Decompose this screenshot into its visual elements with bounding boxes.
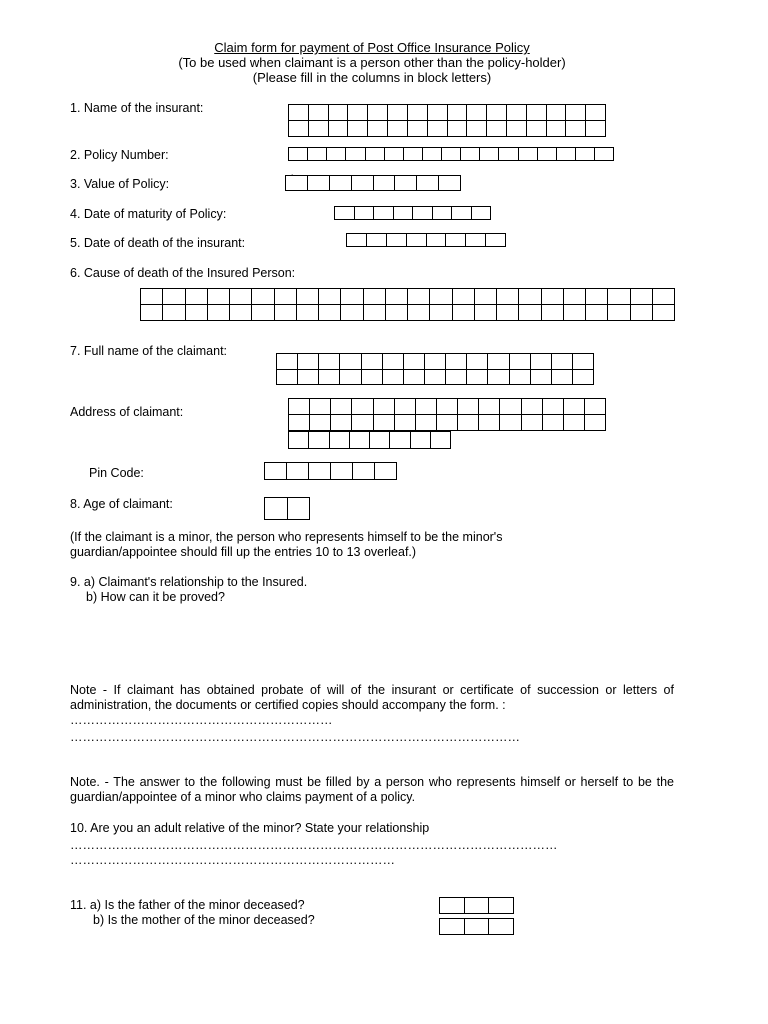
letter-box[interactable] — [140, 288, 163, 305]
claimant-name-label: 7. Full name of the claimant: — [70, 344, 228, 358]
policy-number-label: 2. Policy Number: — [70, 148, 169, 162]
letter-box[interactable] — [308, 120, 329, 137]
letter-box[interactable] — [369, 431, 390, 449]
relationship-proof-question: b) How can it be proved? — [86, 590, 225, 604]
letter-box[interactable] — [530, 353, 552, 370]
letter-box[interactable] — [329, 175, 352, 191]
letter-box[interactable] — [330, 398, 352, 415]
letter-box[interactable] — [585, 104, 606, 121]
letter-box[interactable] — [530, 369, 552, 386]
letter-box[interactable] — [415, 398, 437, 415]
death-cause-boxes[interactable] — [140, 288, 675, 322]
letter-box[interactable] — [565, 104, 586, 121]
letter-box[interactable] — [288, 147, 308, 161]
letter-box[interactable] — [584, 398, 606, 415]
letter-box[interactable] — [464, 897, 490, 914]
letter-box[interactable] — [452, 304, 475, 321]
letter-box[interactable] — [185, 288, 208, 305]
insurant-name-label: 1. Name of the insurant: — [70, 101, 204, 115]
letter-box[interactable] — [339, 369, 361, 386]
letter-box[interactable] — [630, 288, 653, 305]
letter-box[interactable] — [488, 897, 514, 914]
father-deceased-boxes[interactable] — [439, 897, 514, 914]
policy-value-label: 3. Value of Policy: — [70, 177, 170, 191]
letter-box[interactable] — [393, 206, 414, 220]
claimant-address-boxes-line3[interactable] — [288, 431, 451, 449]
minor-note — [70, 530, 502, 560]
letter-box[interactable] — [474, 288, 497, 305]
box-row — [334, 206, 491, 220]
letter-box[interactable] — [296, 288, 319, 305]
letter-box[interactable] — [387, 104, 408, 121]
letter-box[interactable] — [466, 104, 487, 121]
letter-box[interactable] — [415, 414, 437, 431]
letter-box[interactable] — [445, 369, 467, 386]
letter-box[interactable] — [572, 369, 594, 386]
death-date-label: 5. Date of death of the insurant: — [70, 236, 246, 250]
letter-box[interactable] — [297, 369, 319, 386]
letter-box[interactable] — [361, 353, 383, 370]
letter-box[interactable] — [429, 288, 452, 305]
letter-box[interactable] — [556, 147, 576, 161]
form-instruction: (Please fill in the columns in block letters) — [252, 70, 492, 85]
letter-box[interactable] — [486, 120, 507, 137]
letter-box[interactable] — [318, 353, 340, 370]
letter-box[interactable] — [551, 369, 573, 386]
letter-box[interactable] — [526, 104, 547, 121]
box-row — [439, 897, 514, 914]
letter-box[interactable] — [410, 431, 431, 449]
letter-box[interactable] — [349, 431, 370, 449]
letter-box[interactable] — [439, 897, 465, 914]
letter-box[interactable] — [354, 206, 375, 220]
box-row — [288, 121, 606, 138]
adult-relative-dots-2[interactable]: …………………………………………………………………… — [70, 853, 395, 867]
letter-box[interactable] — [436, 398, 458, 415]
letter-box[interactable] — [585, 304, 608, 321]
letter-box[interactable] — [385, 304, 408, 321]
letter-box[interactable] — [496, 304, 519, 321]
mother-deceased-question: b) Is the mother of the minor deceased? — [93, 913, 315, 927]
letter-box[interactable] — [330, 414, 352, 431]
insurant-name-boxes[interactable] — [288, 104, 606, 138]
box-row — [288, 415, 606, 432]
letter-box[interactable] — [162, 304, 185, 321]
policy-number-boxes[interactable] — [288, 147, 614, 161]
letter-box[interactable] — [487, 369, 509, 386]
letter-box[interactable] — [276, 369, 298, 386]
letter-box[interactable] — [326, 147, 346, 161]
letter-box[interactable] — [432, 206, 453, 220]
letter-box[interactable] — [382, 353, 404, 370]
letter-box[interactable] — [389, 431, 410, 449]
mother-deceased-boxes[interactable] — [439, 918, 514, 935]
letter-box[interactable] — [346, 233, 367, 247]
box-row — [288, 104, 606, 121]
letter-box[interactable] — [351, 398, 373, 415]
letter-box[interactable] — [308, 104, 329, 121]
probate-note: Note - If claimant has obtained probate of will of the insurant or certificate of succession or letters of administration, the documents or certified copies should accompany the form. : — [70, 683, 674, 712]
letter-box[interactable] — [466, 120, 487, 137]
letter-box[interactable] — [521, 414, 543, 431]
letter-box[interactable] — [526, 120, 547, 137]
letter-box[interactable] — [509, 369, 531, 386]
letter-box[interactable] — [286, 462, 309, 480]
letter-box[interactable] — [585, 120, 606, 137]
letter-box[interactable] — [542, 414, 564, 431]
letter-box[interactable] — [496, 288, 519, 305]
letter-box[interactable] — [264, 497, 288, 520]
claimant-name-boxes[interactable] — [276, 353, 594, 386]
box-row — [288, 398, 606, 415]
claimant-age-boxes[interactable] — [264, 497, 310, 520]
claimant-address-boxes[interactable] — [288, 398, 606, 432]
letter-box[interactable] — [430, 431, 451, 449]
letter-box[interactable] — [486, 104, 507, 121]
letter-box[interactable] — [445, 233, 466, 247]
letter-box[interactable] — [572, 353, 594, 370]
letter-box[interactable] — [382, 369, 404, 386]
letter-box[interactable] — [229, 304, 252, 321]
letter-box[interactable] — [427, 104, 448, 121]
letter-box[interactable] — [340, 288, 363, 305]
letter-box[interactable] — [474, 304, 497, 321]
letter-box[interactable] — [498, 147, 518, 161]
letter-box[interactable] — [288, 431, 309, 449]
letter-box[interactable] — [373, 398, 395, 415]
letter-box[interactable] — [251, 304, 274, 321]
letter-box[interactable] — [351, 414, 373, 431]
maturity-date-label: 4. Date of maturity of Policy: — [70, 207, 227, 221]
maturity-date-boxes[interactable] — [334, 206, 491, 220]
box-row — [276, 370, 594, 387]
letter-box[interactable] — [541, 288, 564, 305]
letter-box[interactable] — [274, 304, 297, 321]
letter-box[interactable] — [542, 398, 564, 415]
letter-box[interactable] — [485, 233, 506, 247]
letter-box[interactable] — [185, 304, 208, 321]
letter-box[interactable] — [345, 147, 365, 161]
letter-box[interactable] — [287, 497, 311, 520]
box-row — [140, 305, 675, 322]
letter-box[interactable] — [427, 120, 448, 137]
father-deceased-question: 11. a) Is the father of the minor deceased? — [70, 898, 305, 912]
letter-box[interactable] — [309, 398, 331, 415]
letter-box[interactable] — [630, 304, 653, 321]
letter-box[interactable] — [340, 304, 363, 321]
adult-relative-question: 10. Are you an adult relative of the minor? State your relationship — [70, 821, 430, 835]
letter-box[interactable] — [347, 120, 368, 137]
letter-box[interactable] — [460, 147, 480, 161]
adult-relative-dots-1[interactable]: ……………………………………………………………………………………………………… — [70, 838, 558, 852]
letter-box[interactable] — [309, 414, 331, 431]
letter-box[interactable] — [407, 120, 428, 137]
letter-box[interactable] — [563, 414, 585, 431]
letter-box[interactable] — [318, 304, 341, 321]
letter-box[interactable] — [575, 147, 595, 161]
box-row — [288, 431, 451, 449]
letter-box[interactable] — [403, 353, 425, 370]
letter-box[interactable] — [487, 353, 509, 370]
letter-box[interactable] — [351, 175, 374, 191]
letter-box[interactable] — [607, 304, 630, 321]
claimant-address-label: Address of claimant: — [70, 405, 184, 419]
letter-box[interactable] — [457, 414, 479, 431]
box-row — [346, 233, 506, 247]
letter-box[interactable] — [499, 414, 521, 431]
letter-box[interactable] — [551, 353, 573, 370]
policy-value-boxes[interactable] — [285, 175, 461, 191]
letter-box[interactable] — [403, 369, 425, 386]
letter-box[interactable] — [407, 304, 430, 321]
letter-box[interactable] — [426, 233, 447, 247]
letter-box[interactable] — [361, 369, 383, 386]
letter-box[interactable] — [447, 104, 468, 121]
letter-box[interactable] — [276, 353, 298, 370]
letter-box[interactable] — [441, 147, 461, 161]
letter-box[interactable] — [563, 398, 585, 415]
letter-box[interactable] — [585, 288, 608, 305]
letter-box[interactable] — [407, 104, 428, 121]
form-header — [0, 40, 744, 85]
letter-box[interactable] — [251, 288, 274, 305]
letter-box[interactable] — [407, 288, 430, 305]
letter-box[interactable] — [373, 206, 394, 220]
letter-box[interactable] — [140, 304, 163, 321]
letter-box[interactable] — [367, 120, 388, 137]
probate-note-dots-2[interactable]: ……………………………………………………………………………………………… — [70, 730, 520, 744]
letter-box[interactable] — [546, 104, 567, 121]
letter-box[interactable] — [565, 120, 586, 137]
letter-box[interactable] — [366, 233, 387, 247]
letter-box[interactable] — [347, 104, 368, 121]
letter-box[interactable] — [288, 120, 309, 137]
letter-box[interactable] — [488, 918, 514, 935]
box-row — [288, 147, 614, 161]
letter-box[interactable] — [506, 104, 527, 121]
letter-box[interactable] — [499, 398, 521, 415]
letter-box[interactable] — [607, 288, 630, 305]
letter-box[interactable] — [445, 353, 467, 370]
box-row — [439, 918, 514, 935]
letter-box[interactable] — [518, 288, 541, 305]
letter-box[interactable] — [422, 147, 442, 161]
letter-box[interactable] — [386, 233, 407, 247]
letter-box[interactable] — [479, 147, 499, 161]
letter-box[interactable] — [296, 304, 319, 321]
letter-box[interactable] — [274, 288, 297, 305]
letter-box[interactable] — [207, 288, 230, 305]
letter-box[interactable] — [478, 398, 500, 415]
box-row — [264, 462, 397, 480]
letter-box[interactable] — [308, 431, 329, 449]
letter-box[interactable] — [339, 353, 361, 370]
pin-code-label: Pin Code: — [89, 466, 144, 480]
letter-box[interactable] — [207, 304, 230, 321]
letter-box[interactable] — [424, 353, 446, 370]
letter-box[interactable] — [436, 414, 458, 431]
letter-box[interactable] — [394, 398, 416, 415]
letter-box[interactable] — [394, 175, 417, 191]
letter-box[interactable] — [328, 120, 349, 137]
letter-box[interactable] — [464, 918, 490, 935]
letter-box[interactable] — [518, 304, 541, 321]
form-title: Claim form for payment of Post Office Insurance Policy — [214, 40, 530, 55]
letter-box[interactable] — [307, 147, 327, 161]
letter-box[interactable] — [563, 304, 586, 321]
guardian-note: Note. - The answer to the following must be filled by a person who represents himself or herself to be the guardian/appointee of a minor who claims payment of a policy. — [70, 775, 674, 804]
letter-box[interactable] — [394, 414, 416, 431]
letter-box[interactable] — [352, 462, 375, 480]
letter-box[interactable] — [438, 175, 461, 191]
letter-box[interactable] — [478, 414, 500, 431]
letter-box[interactable] — [546, 120, 567, 137]
letter-box[interactable] — [334, 206, 355, 220]
letter-box[interactable] — [416, 175, 439, 191]
letter-box[interactable] — [506, 120, 527, 137]
letter-box[interactable] — [594, 147, 614, 161]
letter-box[interactable] — [471, 206, 492, 220]
letter-box[interactable] — [451, 206, 472, 220]
letter-box[interactable] — [229, 288, 252, 305]
box-row — [285, 175, 461, 191]
letter-box[interactable] — [521, 398, 543, 415]
letter-box[interactable] — [308, 462, 331, 480]
box-row — [264, 497, 310, 520]
letter-box[interactable] — [429, 304, 452, 321]
letter-box[interactable] — [318, 288, 341, 305]
pin-code-boxes[interactable] — [264, 462, 397, 480]
minor-note-line1: (If the claimant is a minor, the person who represents himself to be the minor's — [70, 530, 503, 544]
letter-box[interactable] — [385, 288, 408, 305]
letter-box[interactable] — [518, 147, 538, 161]
death-cause-label: 6. Cause of death of the Insured Person: — [70, 266, 296, 280]
letter-box[interactable] — [288, 104, 309, 121]
letter-box[interactable] — [584, 414, 606, 431]
letter-box[interactable] — [330, 462, 353, 480]
letter-box[interactable] — [652, 288, 675, 305]
letter-box[interactable] — [403, 147, 423, 161]
letter-box[interactable] — [367, 104, 388, 121]
letter-box[interactable] — [318, 369, 340, 386]
letter-box[interactable] — [465, 233, 486, 247]
letter-box[interactable] — [288, 414, 310, 431]
letter-box[interactable] — [439, 918, 465, 935]
letter-box[interactable] — [541, 304, 564, 321]
letter-box[interactable] — [412, 206, 433, 220]
letter-box[interactable] — [365, 147, 385, 161]
letter-box[interactable] — [384, 147, 404, 161]
letter-box[interactable] — [363, 304, 386, 321]
letter-box[interactable] — [307, 175, 330, 191]
letter-box[interactable] — [452, 288, 475, 305]
letter-box[interactable] — [264, 462, 287, 480]
letter-box[interactable] — [329, 431, 350, 449]
letter-box[interactable] — [509, 353, 531, 370]
form-subtitle: (To be used when claimant is a person other than the policy-holder) — [178, 55, 566, 70]
letter-box[interactable] — [162, 288, 185, 305]
claimant-age-label: 8. Age of claimant: — [70, 497, 173, 511]
probate-note-dots-1[interactable]: ……………………………………………………… — [70, 713, 333, 727]
letter-box[interactable] — [406, 233, 427, 247]
letter-box[interactable] — [373, 175, 396, 191]
letter-box[interactable] — [466, 369, 488, 386]
box-row — [140, 288, 675, 305]
death-date-boxes[interactable] — [346, 233, 506, 247]
letter-box[interactable] — [424, 369, 446, 386]
box-row — [276, 353, 594, 370]
policy-value-mark: ` — [291, 174, 295, 185]
letter-box[interactable] — [285, 175, 308, 191]
letter-box[interactable] — [297, 353, 319, 370]
minor-note-line2: guardian/appointee should fill up the entries 10 to 13 overleaf.) — [70, 545, 417, 559]
letter-box[interactable] — [373, 414, 395, 431]
letter-box[interactable] — [457, 398, 479, 415]
letter-box[interactable] — [537, 147, 557, 161]
letter-box[interactable] — [363, 288, 386, 305]
letter-box[interactable] — [466, 353, 488, 370]
letter-box[interactable] — [652, 304, 675, 321]
letter-box[interactable] — [328, 104, 349, 121]
letter-box[interactable] — [563, 288, 586, 305]
letter-box[interactable] — [387, 120, 408, 137]
letter-box[interactable] — [288, 398, 310, 415]
letter-box[interactable] — [447, 120, 468, 137]
letter-box[interactable] — [374, 462, 397, 480]
relationship-question: 9. a) Claimant's relationship to the Insured. — [70, 575, 308, 589]
